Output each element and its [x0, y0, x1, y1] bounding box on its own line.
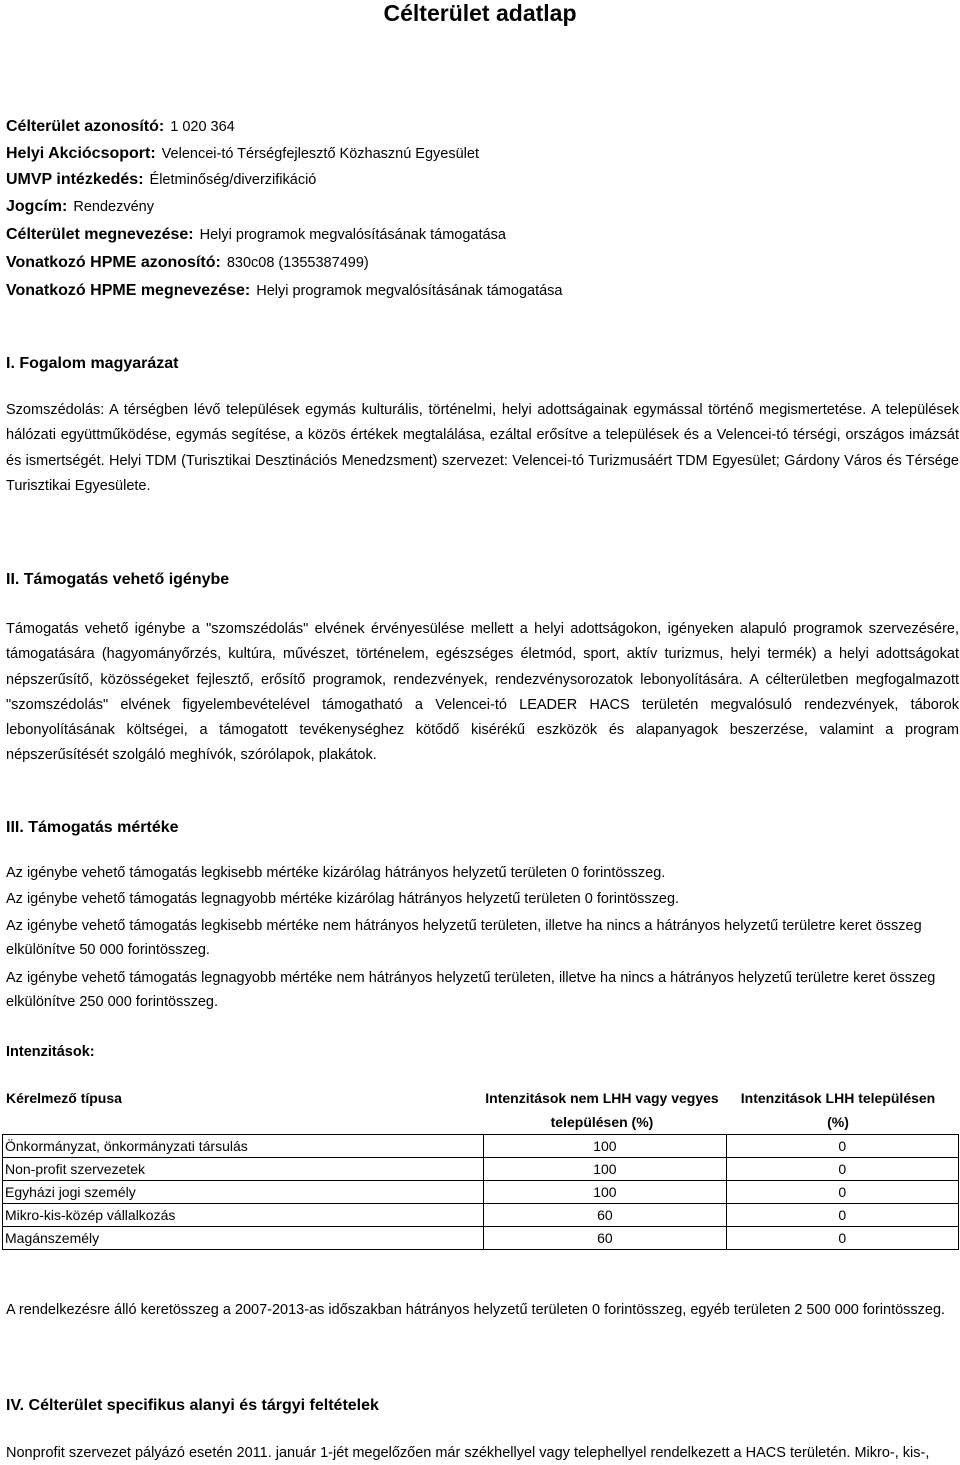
cell-type: Non-profit szervezetek [3, 1158, 484, 1181]
support-max-nonlhh: Az igénybe vehető támogatás legnagyobb mértéke nem hátrányos helyzetű területen, illetve ha nincs a hátrányos helyzetű területre keret összeg elkülönítve 250 000 forintösszeg. [6, 970, 936, 1010]
section-4-text: Nonprofit szervezet pályázó esetén 2011. január 1-jét megelőzően már székhellyel vagy telephellyel rendelkezett a HACS területén. Mikro-, kis-, [6, 1445, 930, 1461]
meta-value: Helyi programok megvalósításának támogatása [199, 227, 506, 243]
table-row [3, 1227, 959, 1250]
budget-text: A rendelkezésre álló keretösszeg a 2007-2013-as időszakban hátrányos helyzetű területen 0 forintösszeg, egyéb területen 2 500 000 forintösszeg. [6, 1302, 946, 1318]
meta-value: 830c08 (1355387499) [226, 255, 369, 271]
section-4-title: IV. Célterület specifikus alanyi és tárgyi feltételek [6, 1397, 379, 1414]
meta-label: Vonatkozó HPME megnevezése: [6, 282, 251, 299]
cell-nonlhh: 100 [484, 1135, 726, 1158]
col-header-lhh: Intenzitások LHH településen (%) [740, 1090, 936, 1130]
meta-legal-title [6, 198, 154, 220]
meta-umvp-measure [6, 171, 316, 193]
meta-target-area-id [6, 118, 235, 140]
meta-label: UMVP intézkedés: [6, 171, 144, 188]
meta-value: 1 020 364 [170, 119, 235, 135]
support-max-lhh: Az igénybe vehető támogatás legnagyobb mértéke kizárólag hátrányos helyzetű területen 0 forintösszeg. [6, 891, 680, 907]
cell-lhh: 0 [726, 1158, 958, 1181]
section-1-text: Szomszédolás: A térségben lévő települések egymás kulturális, történelmi, helyi adottságainak egymással történő megismertetése. A települések hálózati együttműködése, egymás segítése, a közös értékek megtalálása, ezáltal erősítve a települések és a Velencei-tó térségi, országos imázsát és ismertségét. Helyi TDM (Turisztikai Desztinációs Menedzsment) szervezet: Velencei-tó Turizmusáért TDM Egyesület; Gárdony Város és Térsége Turisztikai Egyesülete. [6, 402, 959, 494]
section-2-title: II. Támogatás vehető igénybe [6, 571, 230, 588]
meta-value: Helyi programok megvalósításának támogatása [256, 283, 563, 299]
col-header-type: Kérelmező típusa [6, 1090, 122, 1106]
intensity-title: Intenzitások: [6, 1044, 95, 1060]
meta-label: Helyi Akciócsoport: [6, 145, 156, 162]
meta-label: Vonatkozó HPME azonosító: [6, 254, 221, 271]
cell-nonlhh: 60 [484, 1204, 726, 1227]
intensity-table [2, 1134, 959, 1250]
meta-value: Velencei-tó Térségfejlesztő Közhasznú Egyesület [161, 146, 479, 162]
cell-nonlhh: 60 [484, 1227, 726, 1250]
support-min-nonlhh: Az igénybe vehető támogatás legkisebb mértéke nem hátrányos helyzetű területen, illetve ha nincs a hátrányos helyzetű területre keret összeg elkülönítve 50 000 forintösszeg. [6, 918, 922, 958]
meta-label: Célterület azonosító: [6, 118, 165, 135]
section-1-title: I. Fogalom magyarázat [6, 355, 179, 372]
meta-action-group [6, 145, 479, 167]
table-row [3, 1181, 959, 1204]
meta-value: Életminőség/diverzifikáció [149, 172, 317, 188]
cell-lhh: 0 [726, 1227, 958, 1250]
cell-nonlhh: 100 [484, 1158, 726, 1181]
meta-target-area-name [6, 226, 506, 248]
cell-lhh: 0 [726, 1204, 958, 1227]
cell-type: Mikro-kis-közép vállalkozás [3, 1204, 484, 1227]
meta-hpme-id [6, 254, 369, 276]
support-min-lhh: Az igénybe vehető támogatás legkisebb mértéke kizárólag hátrányos helyzetű területen 0 forintösszeg. [6, 865, 666, 881]
section-3-title: III. Támogatás mértéke [6, 819, 179, 836]
table-row [3, 1204, 959, 1227]
page-title: Célterület adatlap [383, 0, 577, 26]
cell-type: Önkormányzat, önkormányzati társulás [3, 1135, 484, 1158]
table-row [3, 1158, 959, 1181]
meta-label: Jogcím: [6, 198, 68, 215]
intensity-table-header [0, 1086, 960, 1132]
table-row [3, 1135, 959, 1158]
cell-lhh: 0 [726, 1135, 958, 1158]
section-2-text: Támogatás vehető igénybe a "szomszédolás" elvének érvényesülése mellett a helyi adottságokon, igényeken alapuló programok szervezésére, támogatására (hagyományőrzés, kultúra, művészet, történelem, egészséges életmód, sport, aktív turizmus, helyi termék) a helyi adottságokat népszerűsítő, közösségeket fejlesztő, erősítő programok, rendezvények, rendezvénysorozatok lebonyolítására. A célterületben megfogalmazott "szomszédolás" elvének figyelembevételével támogatható a Velencei-tó LEADER HACS területén megvalósuló rendezvények, táborok lebonyolításának költségei, a támogatott tevékenységhez kötődő kisérékű eszközök és alapanyagok beszerzése, valamint a program népszerűsítését szolgáló meghívók, szórólapok, plakátok. [6, 621, 959, 764]
meta-hpme-name [6, 282, 562, 304]
cell-lhh: 0 [726, 1181, 958, 1204]
cell-type: Magánszemély [3, 1227, 484, 1250]
col-header-nonlhh: Intenzitások nem LHH vagy vegyes településen (%) [485, 1090, 719, 1130]
cell-nonlhh: 100 [484, 1181, 726, 1204]
cell-type: Egyházi jogi személy [3, 1181, 484, 1204]
meta-value: Rendezvény [73, 199, 154, 215]
meta-label: Célterület megnevezése: [6, 226, 194, 243]
